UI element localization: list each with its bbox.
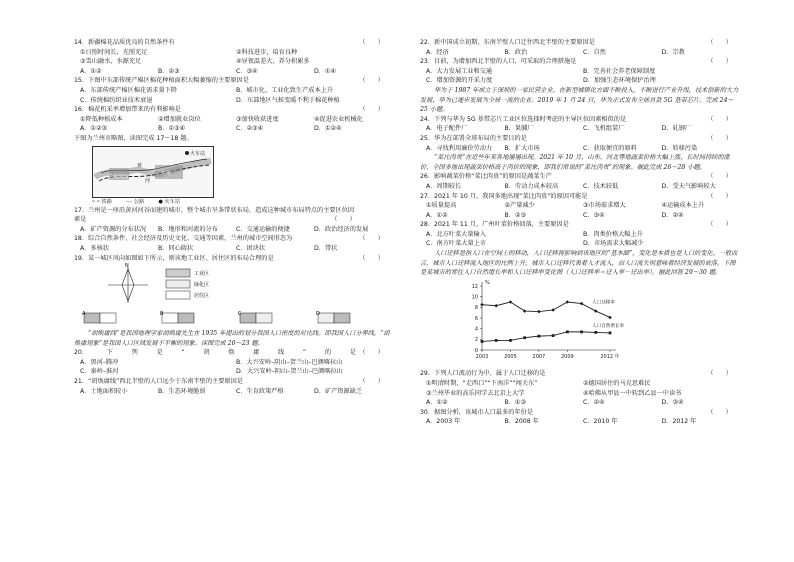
q27-stem: 27．2021 年 10 月，我国多地出现“菜比肉贵”的原因可能是 — [420, 192, 588, 200]
map-intro: 下图为兰州市略图，读图完成 17～18 题。 — [74, 134, 193, 142]
q18-answer-paren: （ ） — [359, 235, 384, 243]
data-point — [594, 309, 598, 313]
q23-opt-d: D．加强生态环境保护治理 — [583, 77, 656, 85]
question-25 — [420, 134, 740, 144]
population-chart — [460, 278, 740, 370]
q20-opt-a: A．黑河–腾冲 — [80, 358, 119, 366]
q28-opt-c: C．南方叶菜大量上市 — [426, 240, 487, 248]
q27-choices — [420, 211, 740, 221]
q26-opt-b: B．劳动力成本较高 — [504, 182, 559, 190]
q28-stem: 28．2021 年 11 月，广州叶菜价格回落，主要原因是 — [420, 221, 569, 229]
railway-legend-icon: ━ ━ — [92, 198, 102, 205]
q28-answer-paren: （ ） — [707, 221, 732, 229]
data-point — [609, 331, 612, 334]
data-point — [551, 308, 555, 312]
q30-stem: 30．据图分析，该城市人口最多的年份是 — [420, 408, 534, 416]
data-point — [566, 300, 570, 304]
q20-part: ” — [302, 349, 307, 357]
q29-options — [420, 379, 740, 398]
q22-options — [420, 48, 740, 58]
residential-zone-swatch — [166, 291, 190, 299]
q25-options — [420, 144, 740, 154]
q19-opt-a — [82, 309, 122, 327]
q20-part: 20． — [74, 349, 89, 357]
y-tick-label: 6 — [474, 315, 478, 322]
q28-opt-d: D．市场需求大幅减少 — [583, 240, 644, 248]
series-line-1 — [482, 302, 610, 317]
q21-opt-d: D．矿产资源缺乏 — [314, 387, 363, 395]
highway-legend-icon: ── — [125, 198, 134, 205]
q19-options — [82, 309, 392, 329]
q19-opt-c — [238, 309, 278, 327]
series-label-1: 人口迁移率 — [592, 300, 615, 306]
q19-choice-a: A — [82, 311, 86, 318]
q17-opt-d: D．政治经济的发展 — [314, 225, 369, 233]
question-21 — [74, 377, 392, 387]
q20-answer-paren: （ ） — [359, 349, 384, 357]
q25-opt-d: D．转移污染 — [661, 144, 698, 152]
data-point — [494, 304, 498, 308]
question-28 — [420, 220, 740, 230]
q29-opt-4: ④哈佛从甲县一中转到乙县一中读书 — [583, 389, 682, 397]
q27-choice-d: D．②④ — [661, 211, 684, 219]
q20-options — [74, 358, 392, 377]
data-point — [537, 310, 541, 314]
q23-options — [420, 67, 740, 86]
q26-opt-a: A．周期较长 — [426, 182, 462, 190]
question-23 — [420, 57, 740, 67]
question-15 — [74, 76, 392, 86]
q20-part: 庸 — [253, 349, 260, 357]
q24-answer-paren: （ ） — [707, 115, 732, 123]
q27-options — [420, 201, 740, 211]
lanzhou-map-graphic — [93, 147, 213, 197]
label-residential: 居住区 — [194, 293, 210, 300]
y-tick-label: 10 — [471, 294, 478, 301]
q19-choice-c: C — [238, 311, 242, 318]
q17-stem: 17．兰州是一座沿黄河河谷而建的城市，整个城市呈条带状布局，造成这种城市布局特点的主要区位因素是 — [74, 206, 355, 224]
q28-options — [420, 230, 740, 249]
green-zone-swatch — [166, 280, 190, 288]
q25-answer-paren: （ ） — [707, 134, 732, 142]
q30-opt-b: B．2008 年 — [504, 418, 539, 426]
data-point — [608, 316, 612, 320]
y-tick-label: 12 — [471, 283, 478, 290]
right-column — [420, 38, 740, 427]
q14-choice-d: D．①④ — [314, 67, 337, 75]
data-point — [495, 339, 498, 342]
q15-answer-paren: （ ） — [359, 77, 384, 85]
q15-opt-d: D．东部地区气候变暖不利于棉花种植 — [236, 96, 340, 104]
data-point — [594, 331, 597, 334]
q19-opt-b — [160, 309, 200, 327]
question-16 — [74, 105, 392, 115]
q14-opt-1: ①日照时间长，光照充足 — [80, 48, 148, 56]
q29-choice-d: D．③④ — [661, 399, 684, 407]
q21-answer-paren: （ ） — [359, 378, 384, 386]
label-industrial: 工业区 — [194, 271, 210, 278]
question-19 — [74, 254, 392, 264]
q27-opt-1: ①质量提高 — [426, 202, 457, 210]
q14-choice-b: B．②③ — [158, 67, 180, 75]
q26-opt-c: C．技术较低 — [583, 182, 619, 190]
q16-answer-paren: （ ） — [359, 106, 384, 114]
q27-answer-paren: （ ） — [707, 192, 732, 200]
q27-choice-b: B．②③ — [504, 211, 527, 219]
question-18 — [74, 234, 392, 244]
q19-stem: 19．某一城区风向如图如下所示，则该地工业区、居住区的布局合理的是 — [74, 254, 274, 262]
q25-stem: 25．华为在部署全球布局的主要目的是 — [420, 134, 527, 142]
question-24 — [420, 115, 740, 125]
railway-station-icon — [185, 151, 189, 155]
passage-migration: 人口迁移是指人口在空间上的移动，人口迁移将影响到该地区的“基本面”，变化是本质也是人口的变化。一般而言，城市人口迁移流入地区的比例上升，城市人口迁移代表着人才流入，而人口流失则意味着经济发展的衰落。下图是某城市的常住人口自然增长率和人口迁移率变化图（人口迁移率＝迁入率－迁出率）。据此回答 29～30 题。 — [420, 250, 738, 277]
q18-opt-a: A．多核状 — [80, 244, 109, 252]
data-point — [480, 303, 484, 307]
q29-opt-3: ③兰州毕业的高乐同学去北京上大学 — [426, 389, 525, 397]
legend-highway-label: 公路 — [133, 198, 145, 205]
q27-opt-3: ③市场需求增大 — [583, 202, 626, 210]
x-tick-label: 2003 — [475, 353, 489, 360]
q14-choices — [74, 67, 392, 77]
x-tick-label: 2005 — [504, 353, 517, 360]
q17-opt-b: B．地形和河流的分布 — [158, 225, 218, 233]
q20-part: 线 — [278, 349, 285, 357]
q20-opt-c: C．秦岭–淮河 — [80, 368, 119, 376]
q25-opt-a: A．寻找利用廉价劳动力 — [426, 144, 493, 152]
q14-choice-a: A．①② — [80, 67, 102, 75]
q17-opt-c: C．交通运输的便捷 — [236, 225, 290, 233]
q16-stem: 16．棉花机采率增加带来的有利影响是 — [74, 106, 181, 114]
q29-answer-paren: （ ） — [707, 370, 732, 378]
q21-opt-b: B．生态环境脆弱 — [158, 387, 206, 395]
q22-opt-c: C．自然 — [583, 48, 606, 56]
q29-opt-1: ①明清时期，“走西口”“下南洋”“闯关东” — [426, 380, 538, 388]
q18-opt-c: C．团块状 — [236, 244, 266, 252]
data-point — [509, 339, 512, 342]
map-label-station: 火车站 — [190, 150, 206, 157]
q20-opt-b: B．大兴安岭–阴山–贺兰山–巴颜喀拉山 — [236, 358, 343, 366]
q16-opt-4: ④促进农业机械化 — [314, 115, 363, 123]
data-point — [481, 340, 484, 343]
map-label-huang: 黄 — [137, 162, 143, 169]
q18-stem: 18．综合自然条件、社会经济及历史文化、交通等因素，兰州的城市空间形态为 — [74, 235, 293, 243]
x-tick-label: 2009 — [560, 353, 574, 360]
q16-opt-3: ③加快收获进度 — [236, 115, 279, 123]
q29-choices — [420, 398, 740, 408]
q15-opt-c: C．传统棉纺织业技术衰退 — [80, 96, 153, 104]
question-27 — [420, 192, 740, 202]
q16-opt-2: ②增加就业岗位 — [158, 115, 201, 123]
q19-choice-b: B — [160, 311, 164, 318]
q29-choice-a: A．①② — [426, 399, 448, 407]
q23-opt-a: A．大力发展工业和交通 — [426, 67, 493, 75]
q17-opt-a: A．矿产资源的分布状况 — [80, 225, 147, 233]
q20-part: 列 — [131, 349, 138, 357]
q18-opt-b: B．同心圆状 — [158, 244, 194, 252]
q23-answer-paren: （ ） — [707, 58, 732, 66]
q23-opt-c: C．增加资源的开采力度 — [426, 77, 493, 85]
legend-highway — [126, 199, 144, 206]
q17-options — [74, 225, 392, 235]
q22-stem: 22．新中国成立初期，东南半壁人口迁往西北半壁的主要原因是 — [420, 39, 595, 46]
wind-rose-graphic — [98, 263, 318, 309]
question-26 — [420, 172, 740, 182]
q25-opt-b: B．扩大市场 — [504, 144, 540, 152]
q26-opt-d: D．受天气影响较大 — [661, 182, 716, 190]
q20-part: 是 — [156, 349, 163, 357]
q15-opt-a: A．东部传统产棉区棉花需求量下降 — [80, 86, 178, 94]
q27-choice-a: A．①② — [426, 211, 448, 219]
map-label-city: 兰州 — [161, 170, 172, 177]
q24-opt-a: A．电子配件厂 — [426, 125, 468, 133]
q22-opt-a: A．经济 — [426, 48, 449, 56]
left-column — [74, 38, 392, 396]
q16-choice-a: A．①②③ — [80, 125, 108, 133]
legend-station — [158, 199, 180, 206]
q15-options — [74, 86, 392, 105]
y-tick-label: 8 — [474, 304, 478, 311]
q14-opt-4: ④昼夜温差大，养分积累多 — [236, 58, 310, 66]
data-point — [566, 330, 569, 333]
q22-answer-paren: （ ） — [707, 39, 732, 46]
q21-stem: 21．“胡焕庸线”西北半壁的人口远少于东南半壁的主要原因是 — [74, 378, 243, 386]
q25-opt-c: C．获取便宜的原料 — [583, 144, 637, 152]
q30-answer-paren: （ ） — [707, 408, 732, 416]
station-legend-icon: ● — [158, 198, 165, 205]
legend-station-label: 火车站 — [164, 198, 180, 205]
q15-stem: 15．下图中东部传统产棉区棉花种植面积大幅萎缩的主要原因是 — [74, 77, 249, 85]
q29-choice-c: C．②④ — [583, 399, 605, 407]
y-tick-label: 4 — [474, 326, 478, 333]
q14-choice-c: C．③④ — [236, 67, 258, 75]
passage-hu-line: “胡焕庸线”是我国地理学家胡焕庸先生在 1935 年提出的划分我国人口密度的对比线。即我国人口分界线，“胡焕庸现象”是我国人口区域发展不平衡的现象。读图完成 20～23 题。 — [74, 330, 390, 347]
q21-opt-a: A．土地面积较小 — [80, 387, 128, 395]
question-30 — [420, 408, 740, 418]
question-20 — [74, 348, 392, 358]
q18-opt-d: D．带状 — [314, 244, 338, 252]
label-green: 绿化区 — [194, 282, 210, 289]
q16-options — [74, 115, 392, 125]
q24-opt-d: D．轧钢厂 — [661, 125, 692, 133]
q19-answer-paren: （ ） — [359, 254, 384, 262]
q29-choice-b: B．①③ — [504, 399, 527, 407]
map-legend — [74, 199, 392, 206]
q30-opt-a: A．2003 年 — [426, 418, 461, 426]
q21-options — [74, 387, 392, 397]
q30-options — [420, 417, 740, 427]
population-chart-svg — [460, 278, 640, 366]
q26-stem: 26．影响蔬菜价格“菜比肉贵”的原因是蔬菜生产 — [420, 173, 552, 181]
legend-railway-label: 铁路 — [101, 198, 112, 205]
y-axis-label: % — [485, 279, 490, 286]
industrial-zone-swatch — [166, 269, 190, 277]
data-point — [523, 336, 526, 339]
q20-part: “ — [181, 349, 185, 357]
q30-opt-d: D．2012 年 — [661, 418, 697, 426]
q17-answer-paren: （ ） — [331, 216, 356, 224]
q30-opt-c: C．2010 年 — [583, 418, 618, 426]
q24-options — [420, 124, 740, 134]
q22-opt-d: D．宗教 — [661, 48, 685, 56]
q29-stem: 29．下列人口流动行为中，属于人口迁移的是 — [420, 370, 546, 378]
data-point — [580, 302, 584, 306]
series-line-2 — [482, 332, 610, 342]
q14-options — [74, 48, 392, 67]
q16-opt-1: ①降低种植成本 — [80, 115, 123, 123]
q16-choice-c: C．②③④ — [236, 125, 264, 133]
y-tick-label: 0 — [474, 347, 478, 354]
q20-part: 焕 — [228, 349, 235, 357]
q18-options — [74, 244, 392, 254]
q23-opt-b: B．完善社会养老保障制度 — [583, 67, 656, 75]
question-22 — [420, 38, 740, 48]
passage-huawei: 华为于 1987 年成立于深圳的一家民营企业。在新型城镇化方面不断投入，不断进行产业升级，技术创新的大力发展，华为已逐步发展为全球一流的企业。2019 年 1 月 24 日，华为正式发布全球首款 5G 基带芯片。完成 24～25 小题。 — [420, 86, 739, 114]
q19-choice-d: D — [316, 311, 320, 318]
q20-opt-d: D．大兴安岭–阴山–贺兰山–巴颜喀拉山 — [236, 368, 343, 376]
x-tick-label: 2007 — [532, 353, 546, 360]
q19-opt-d — [316, 309, 356, 327]
q24-opt-b: B．果脯厂 — [504, 125, 534, 133]
q28-opt-b: B．肉类价格大幅上升 — [583, 230, 643, 238]
q15-opt-b: B．城市化、工业化致生产成本上升 — [236, 86, 334, 94]
q27-choice-c: C．③④ — [583, 211, 605, 219]
y-tick-label: 2 — [474, 336, 478, 343]
x-tick-label: 2012 年 — [600, 353, 620, 360]
map-label-he: 河 — [145, 177, 151, 184]
question-29 — [420, 369, 740, 379]
question-14 — [74, 38, 392, 48]
q26-answer-paren: （ ） — [707, 173, 732, 181]
data-point — [552, 334, 555, 337]
data-point — [537, 335, 540, 338]
lanzhou-map — [92, 146, 214, 198]
q27-opt-2: ②产量减少 — [504, 202, 535, 210]
q24-stem: 24．下列与华为 5G 基带芯片工业区位选择时考虑的主导区位因素相似的是 — [420, 115, 627, 123]
legend-railway — [92, 199, 112, 206]
q20-part: 下 — [106, 349, 113, 357]
series-label-2: 人口自然增长率 — [592, 323, 625, 329]
question-17 — [74, 206, 392, 225]
q26-options — [420, 182, 740, 192]
q28-opt-a: A．北方叶菜大量输入 — [426, 230, 486, 238]
map-label-west-station: 兰州西站 — [108, 173, 129, 180]
q16-choice-b: B．①③④ — [158, 125, 186, 133]
wind-rose-diagram — [98, 263, 392, 309]
q24-opt-c: C．飞机组装厂 — [583, 125, 625, 133]
q14-opt-3: ③雪山融水，水源充足 — [80, 58, 142, 66]
q23-stem: 23．目前，为增加西北半壁的人口，可采取的合理措施是 — [420, 58, 577, 66]
q21-opt-c: C．生育政策严格 — [236, 387, 284, 395]
q20-part: 胡 — [203, 349, 210, 357]
q14-opt-2: ②科技进步，培育良种 — [236, 48, 298, 56]
q27-opt-4: ④运输成本上升 — [661, 202, 705, 210]
q22-opt-b: B．政治 — [504, 48, 528, 56]
q16-choices — [74, 124, 392, 134]
q14-answer-paren: （ ） — [359, 39, 384, 46]
q20-part: 的 — [324, 349, 332, 357]
passage-vegetables: “菜比肉贵”在近些年来各地屡屡出现。2021 年 10 月，山东、河北等地蔬菜价格大幅上涨，长时间持续的涨价，全国多地出现蔬菜价格高于肉价的现象，即我们常说的“菜比肉贵”的现象。据此完成 26～28 小题。 — [420, 154, 730, 171]
q14-stem: 14．新疆棉花品质优良的自然条件有 — [74, 39, 175, 46]
q16-choice-d: D．①②④ — [314, 125, 342, 133]
q20-part: 是 — [349, 349, 356, 357]
data-point — [580, 330, 583, 333]
q29-opt-2: ②德国居住的马克思难民 — [583, 380, 651, 388]
compass-n-label: N — [125, 263, 129, 270]
